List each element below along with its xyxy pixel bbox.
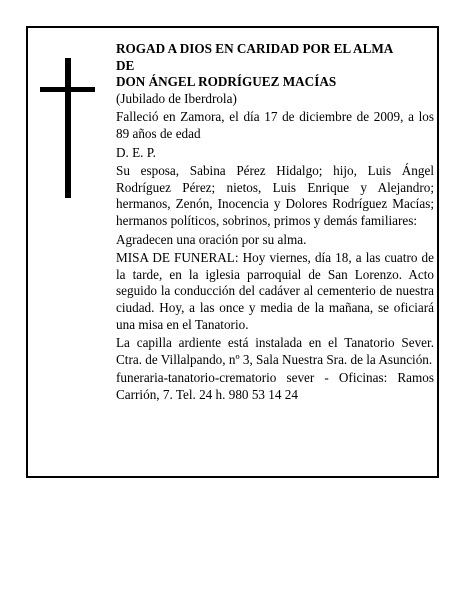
occupation-text: (Jubilado de Iberdrola) (116, 90, 237, 106)
cross-vertical-bar (65, 58, 71, 198)
deceased-name: DON ÁNGEL RODRÍGUEZ MACÍAS (116, 74, 337, 90)
family-members: Su esposa, Sabina Pérez Hidalgo; hijo, Luis Ángel Rodríguez Pérez; nietos, Luis Enrique y Alejandro; hermanos, Zenón, Inocencia y Dolores Rodríguez Macías; hermanos políticos, sobrinos, primos y demás familiares: (116, 163, 434, 228)
obituary-notice (26, 26, 439, 478)
notice-heading-line-2: DE (116, 57, 135, 73)
death-announcement: Falleció en Zamora, el día 17 de diciembre de 2009, a los 89 años de edad (116, 109, 434, 141)
notice-heading-line-1: ROGAD A DIOS EN CARIDAD POR EL ALMA (116, 41, 394, 56)
rest-in-peace: D. E. P. (116, 144, 156, 160)
prayer-request: Agradecen una oración por su alma. (116, 231, 307, 247)
funeral-home-contact: funeraria-tanatorio-crematorio sever - Oficinas: Ramos Carrión, 7. Tel. 24 h. 980 53 14 24 (116, 370, 434, 402)
chapel-location: La capilla ardiente está instalada en el Tanatorio Sever. Ctra. de Villalpando, nº 3, Sala Nuestra Sra. de la Asunción. (116, 335, 434, 367)
notice-content (116, 41, 434, 403)
cross-horizontal-bar (40, 87, 95, 92)
funeral-details: MISA DE FUNERAL: Hoy viernes, día 18, a las cuatro de la tarde, en la iglesia parroquial de San Lorenzo. Acto seguido la conducción del cadáver al cementerio de nuestra ciudad. Hoy, a las once y media de la mañana, se oficiará una misa en el Tanatorio. (116, 250, 434, 332)
